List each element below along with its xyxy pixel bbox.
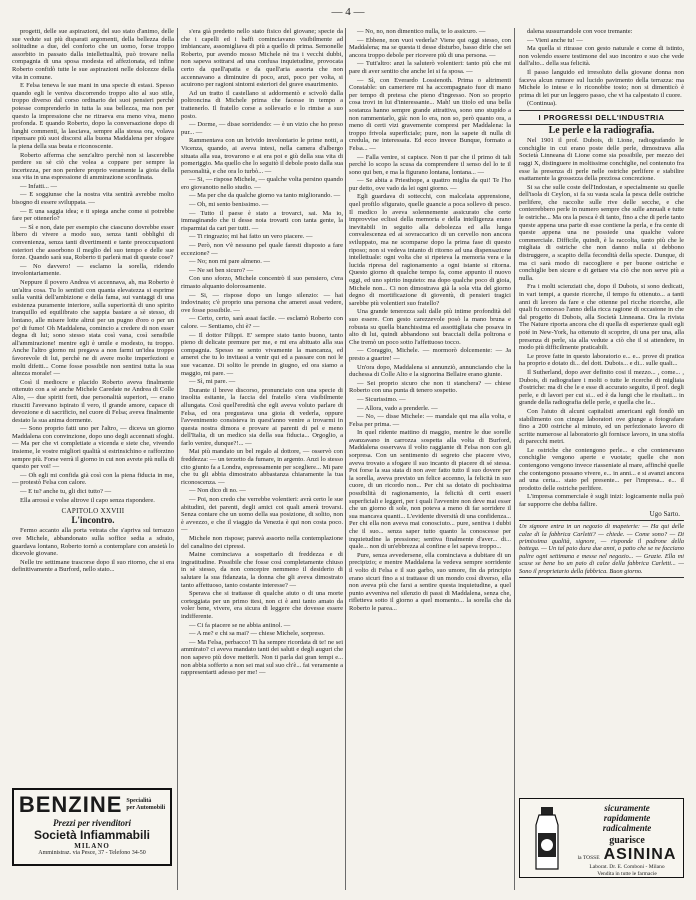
chapter-text: [12, 527, 174, 574]
benzine-tagline: Prezzi per rivenditori: [53, 818, 131, 828]
asinina-advertisement: [519, 798, 684, 878]
paragraph: Fermo accanto alla porta vetrata che s'apriva sul terrazzo ove Michele, abbandonato sulla soffice sedia a sdraio, guardava lontano, Roberto tornò a contemplare con ansietà lo dicevole giovane.: [12, 527, 174, 558]
paragraph: Egli guardava di sottecchi, con malcelata apprensione, quel profilo sfigurato, quelle guancie a poca sollevo di pesco. Il medico lo aveva solennemente assicurato che certe improvvise eclissi della memoria e della intelligenza erano inevitabili in seguito alla debolezza ed alla lunga convalescenza ed ai sovraccarico di un cervello non ancora sviluppato, ma ne scomparse dopo la prima fase di questo riposo; non si vedeva intanto di ritorno ad una dispensazione intellettuale: ogni volta che si ripeteva la memoria vera e la lucida ripresa del ragionamento a ogni istante si ritorna. Questo giorno di qualche tempo fa, come appunto il nuovo oggi, ed uno spirito inquieto: ma dopo qualche poco di gioia, Michele non... Ci non dimostrava già la sola vita del giorno degno di mortificazione di gioventù, di pensieri tragici sarebbe più volentieri suo fratello?: [349, 193, 511, 307]
benzine-address: Amministraz. via Pesce, 37 - Telefono 34-50: [38, 850, 146, 856]
article-signature: Ugo Sarto.: [649, 509, 680, 518]
paragraph: Con l'aiuto di alcuni capitalisti americani egli fondò un stabilimento con cinque laboratori ove giunge a fotografare fino a 200 ostriche al minuto, ed un perfezionato lavoro di scritte numerose al laboratorio gli fornisce lavoro, in una stoffa di parecchi metri.: [519, 407, 684, 446]
paragraph: — Vieni anche tu! —: [527, 36, 583, 44]
paragraph: — No; non mi pare almeno. —: [189, 258, 271, 266]
paragraph: E Felsa teneva le sue mani in una specie di estasi. Spesso quando egli le veniva discorrendo troppo alto al suo stile, troppo diverso dal corso ordinario dei suoi pensieri perchè potesse comprenderlo in tutta la sua bellezza, ma non per questo la impressione che ne ritraeva era meno viva, meno profonda. E quando Roberto, dopo la conversazione dopo di lunghi commenti, la lasciava, sempre alla stessa ora, volava ripensare più suoi discorsi alla buona Maddalena per sfogare la piena della sua beata e riconoscente.: [12, 82, 174, 150]
asinina-lab: Laborat. Dr. E. Comboni - Milano: [589, 864, 665, 870]
paragraph: — Sicurissimo. —: [357, 395, 406, 403]
paragraph: — No davvero! — esclamo la sorella, ridendo involontariamente.: [12, 262, 174, 278]
asinina-brand: ASININA: [603, 846, 677, 863]
paragraph: Nelle tre settimane trascorse dopo il suo ritorno, che si era definitivamente a Burford, nello stato...: [12, 558, 174, 574]
paragraph: — A me? e chi sa mai? — chiese Michele, sorpreso.: [189, 630, 325, 638]
paragraph: Pure, senza avvedersene, ella cominciava a dubitare di un precipizio; e mentre Maddalena la vedeva sempre sorridente il volto di Felsa e il suo garbo, suo umore, fin da principio erano sicuri fino a si trattasse di un mondo così diverso, ella non aveva più che farsi a sentire questa inquietudine, a quel punto avveniva nel silenzio di passi di Maddalena, senza che, rifletteva sotto il giorno a quel momento... la sorella che da Roberto le parea...: [349, 551, 511, 612]
benzine-side-line1: Specialità: [126, 798, 152, 804]
section-heading: I PROGRESSI DELL'INDUSTRIA: [538, 112, 665, 122]
page-number: — 4 —: [331, 6, 365, 18]
paragraph: Ella arrossì e volse altrove il capo senza rispondere.: [20, 496, 155, 504]
paragraph: — Sì, con Everardo Lossienoth. Prima o altrimenti Constable: un cameriere mi ha accompagnato fuor di mano per tempo di pretesa che pieno d'ingresso. Non so proprio cosa trovi in lui d'interessante... Mah! un titolo ed una bella sostanza hanno sempre grande attrattiva, sono uno stupido a non rammentarlo, già: non lo era, non so, però quanto ora, a meno di certi vizi gravemente compresi per Maddalena: la troppo frivola superficiale; pure, non la sapete di nulla di credula, ne interessata. Ed ecco invece Bunque, formato a Felsa... —: [349, 76, 511, 152]
paragraph: dalena sussurrandole con voce tremante:: [527, 28, 633, 35]
paragraph: — Oh egli mi confida già così con la piena fiducia in me, — protestò Felsa con calore.: [12, 471, 174, 487]
asinina-line1: sicuramente: [604, 803, 650, 813]
paragraph: — Ci fa piacere se ne abbia aniinol. —: [189, 621, 291, 629]
paragraph: — Se abita a Priesthope, a quattro miglia da qui! Te l'ho pur detto, ove vado da lei ogni giorno. —: [349, 177, 511, 192]
paragraph: — Ma Felsa, perbacco! Ti ha sempre ricordata di te! ne sei ammirato? ci aveva mandato tanti dei saluti e degli auguri che non sapevo più dove metterli. Non ti parla dai gran tempi e... non abbia sofferto a non sei mai sul suo ch'è... fai veramente a rappresentarti adesso per me! —: [181, 638, 343, 677]
paragraph: — Certo, certo, sarà assai facile. — esclamò Roberto con calore. — Sentiamo, chi è? —: [181, 315, 343, 330]
column-2: [181, 28, 343, 890]
paragraph: — E una saggia idea; e ti spiega anche come si potrebbe fare per ottenerlo?: [12, 207, 174, 223]
paragraph: Durante il breve discorso, pronunciato con una specie di insolita esitante, la faccia del fratello s'era visibilmente allungata. Così quell'eredità che egli aveva voluto parlare di Felsa, ed ora pregustava una gioia di vederla, oppure l'avvenimento consisteva in quest'anno venire a trovarmi in questa nostra dimora e provare ai parenti di pel e meno dell'Italia, di un medico sia della sua fiducia... Orgoglio, a farlo venire, dunque?!... —: [181, 386, 343, 447]
paragraph: Nel 1901 il prof. Dubois, di Lione, radiografando le conchiglie in cui erano poste delle perle, dimostrava alla Società Linneana di Lione come sia possibile, per mezzo dei raggi X, distinguere in moltissime conchiglie, nel contenuto fra esse la presenza di perle nelle ostriche perlifere e stabilire esattamente la grossezza della preziosa concrezione.: [519, 137, 684, 183]
paragraph: — Sì, mi pare. —: [189, 378, 236, 386]
paragraph: — No, no, non dimentico nulla, te lo assicuro. —: [357, 28, 486, 35]
paragraph: Il Sutherland, dopo aver definito cosi il mezzo... , come... , Dubois, di radiografare i molti o tutte le ricerche di migliaia d'ostriche: ma di che le e esse di accurato seguito, il prof. degli perle, e di lavori per cui si... ed è da lungi che le risultati... in grande della radiografia delle perle, e quella che le...: [519, 368, 684, 407]
paragraph: Le ostriche che contengono perle... e che contenevano conchiglie vengono aperte e vuotate; quelle che non contengono vengono invece riasseniate al mare, affinchè quelle che contengono possano vivere, e... in anni... e si avanzi ancora ad una certa... stato pel presente... per l'impresa... e... il prodotto delle ostriche perlifere.: [519, 446, 684, 492]
chapter-title: L'incontro.: [71, 514, 115, 525]
paragraph: progetti, delle sue aspirazioni, del suo stato d'animo, delle sue vedute sui più disparati argomenti, della bellezza della solitudine a due, del conforto che un uomo, forse troppo assorbito in passato dalla intellettualità, può trovare nella compagnia di una sposa modesta ed affezionata, ed infine Roberto confidò tutte le sue aspirazioni nelle dolcezze della vita in comune.: [12, 28, 174, 81]
column-1-text: [12, 28, 174, 504]
column-1: [12, 28, 174, 782]
paragraph: Roberto afferma che senz'altro perchè non si lascerebbe perdere su sè ciò che volea a coppare per sempre la incertezza, per non perdere proprio veramente la gioia della sua vita in una espressione di ammirazione sconfinata.: [12, 151, 174, 182]
paragraph: — Il dottor Filippi. E' sempre stato tanto buono, tanto pieno di delicate premure per me, e mi era abituato alla sua compagnia. Spesso ne sento vivamente la mancanza, ed amerei che tu lo invitassi a venir qui ed a passare con noi le sue vacanze. Di solito le prende in giugno, ed ora siamo a maggio, mi pare. —: [181, 331, 343, 377]
paragraph: Michele non rispose; parevà assorto nella contemplazione del canalino dei cipressi.: [181, 535, 343, 550]
paragraph: — Tutt'altro: anzi la saluterò volentieri: tanto più che mi pare di aver sentito che anche lei si fa sposa. —: [349, 60, 511, 75]
chapter-label: CAPITOLO XXVIII: [61, 507, 125, 516]
paragraph: — Falla venire, si capisce. Non ti par che il primo di tali perchè lo scopo la scusa da comprendere il senso del lo te il sono qui ben, e ma la figurano lontana, lontana... —: [349, 153, 511, 176]
column-4: [519, 28, 684, 794]
paragraph: Si sa che sulle coste dell'Indostan, e specialmente su quelle dell'isola di Ceylon, si fa su vasta scala la pesca delle ostriche perlifere, che raccolte sulle rive delle secche, e che conterrebbero perle in numero sempre che sulle annuali e tutte le ostriche... Ma ora la pesca è di tanto, fino a che di perle tanto queste appena una parte di esse contiene la perla, e fra cente di queste appena una ne possiede una qualche valore commerciale. Difficile, quindi, è la raccolta, tanto più che le migliaia di ostriche che non danno nulla si debbono distruggere, a scapito della fecondità della specie. Dunque, di ma ci sarà modo di raccogliere e per buone ostriche e conchiglie ben sicure e di gettare via ciò che non serve più a nulla.: [519, 183, 684, 282]
paragraph: — Ti ringrazio; mi hai fatto un vero piacere. —: [189, 233, 313, 241]
paragraph: — Sono proprio fatti uno per l'altro, — diceva un giorno Maddalena con convinzione, dopo uno degli accennati sfoghi. — Ma per che vi completiate a vicenda e siete che, vivendo insieme, le vostre migliori qualità si estrinsichino e rafforzino sempre più. Forse verrà il giorno in cui non avrete più nulla di questo per voi! —: [12, 425, 174, 471]
paragraph: Una grande tenerezza sali dalle più intime profondità del suo essere. Con gesto carezzevole posò la mano bruna e robusta su quella bianchissima ed assottigliata che posava in alto di lui, quindi abbandono sui bracciali della poltrona e Che tremò un poco sotto l'affettuoso tocco.: [349, 308, 511, 346]
paragraph: L'impresa commerciale è sugli inizi: logicamente nulla può far supporre che debba fallire.: [519, 493, 684, 509]
paragraph: s'era già predetto nello stato fisico del giovane; specie da che i capelli ed i baffi cominciavano visibilmente ad imbiancare, assomigliava di più a quello di prima. Semonelle Roberto, pur avendo mosso Michele nè tra i vecchi dubbi, non sapeva sottrarsi ad una confusa inquietudine, provocata certo da quell'apatia e da quell'aria assorta che non accennavano a diminuire di poco, anzi, poco per volta, si acuirono per ragioni sintomi esteriori del grave esaurimento.: [181, 28, 343, 89]
paragraph: Maine cominciava a sospettarlo di freddezza e di ingratitudine. Possibile che fosse così completamente chiuso in sè stesso, da non concepire nemmeno il desiderio di salutare la sua fidanzata, la donna che gli aveva dimostrato tanto affettuoso, tanto costante interesse? —: [181, 551, 343, 589]
paragraph: — Non dico di no. —: [189, 487, 246, 495]
column-rule: [514, 28, 515, 890]
asinina-sale: Vendita in tutte le farmacie: [597, 870, 657, 877]
paragraph: Sperava che si trattasse di qualche aiuto o di una morte corteggiata per un primo ttesi, non ci è ami tanto amato da voler bene, vivere, era sicura di leggere che dovesse essere indifferente.: [181, 590, 343, 620]
benzine-advertisement: [12, 788, 172, 866]
paragraph: Fra i molti scienziati che, dopo il Dubois, si sono dedicati, in vari tempi, a queste ricerche, il tempo fu ottenuto... a tanti anni di lavoro da fare e che ottenne pel ricche ricerche, alle quali fu concesso l'anno della ricca ragione di occasione in che dal progetto di Dubois, alla Società Linneana. Ora la rivista The Nature riporta ancora che di quella di esperienze quali egli poté in New-York, ha ottenuto di scoprire, di una per una, alla presenza di perle, sia alla vedute a ciò che il si attendere, in modo più difficilmente praticabili.: [519, 283, 684, 352]
paragraph: — Ma per che da qualche giorno va tanto migliorando. —: [189, 192, 341, 200]
paragraph: Ad un tratto il castellano si addormentò e scivolò dalla poltroncina di Michele prima che facesse in tempo a trattenerlo. Il fratello corse a sollevarlo e lo rimise a suo posto.: [181, 89, 343, 120]
paragraph: — Tutto il paese è stato a trovarci, sai. Ma io, immaginando che ti desse noia trovarti con tanta gente, la risparmiai da cari per tutti. —: [181, 209, 343, 232]
paragraph: — Allora, vado a prenderle. —: [357, 404, 438, 412]
paragraph: Mai più mandato un bel regalo al dottore, — osservò con freddezza: — un terzetto da fumare, in argento. Anzi lo stesso cito giunto fa a Londra, espressamente per scegliere... Mi pare che tu gli abbia dimostrato abbastanza chiaramente la tua riconoscenza. —: [181, 448, 343, 486]
benzine-city: MILANO: [74, 842, 110, 850]
column-rule: [345, 28, 346, 890]
paragraph: Un'ora dopo, Maddalena si annunziò, annunciando che la duchessa di Colle Alto e la signorina Bellaire erano giunte.: [349, 363, 511, 379]
paragraph: — Sì e non, date per esempio che ciascuno dovrebbe esser libero di vivere a modo suo, senza tanti obblighi di convenienza, senza tanti divertimenti e tante preoccupazioni esteriori che assorbono il meglio del suo tempo e delle sue forze. Quando sarà sua, Roberto ti parlerà mai di queste cose?: [12, 223, 174, 262]
benzine-company: Società Infiammabili: [33, 828, 151, 842]
paragraph: — Ebbene, non vuoi vederla? Viene qui oggi stesso, con Maddalena; ma se questa ti desse disturbo, basso dirle che sei ancora troppo debole per ricevere più di una persona. —: [349, 36, 511, 59]
paragraph: — Infatti... —: [20, 182, 58, 190]
paragraph: — E soggiunse che la nostra vita sentirà avrebbe molto bisogno di essere sviluppata. —: [12, 191, 174, 207]
paragraph: Il passo languido ed irresoluto della giovane donna non faceva alcun rumore sul lucido pavimento della terrazza: ma Michele lo intese e lo riconobbe tosto; non si dimenticò è prima di lei pur un leggero passo, che vi ha calpestato il cuore.: [519, 68, 684, 99]
paragraph: — Coraggio, Michele. — mormorò dolcemente: — Ja presto a guarire! —: [349, 347, 511, 362]
paragraph: Neppure il povero Andrea vi accennava, ah, ma Roberto è un'altra cosa. Tu lo sentisti con quanta elevatezza si esprime sulla vanità dell'ambizione e della fama, sui vantaggi di una esistenza puramente interiore, sulla superiorità di uno spirito tranquillo ed equilibrato che sappia bastare a sè stesso, di lontano, alle misere lotte altrui per un pugno d'oro o per un po' di fumo! Oh Maddalena, comincio a credere di non esser degna di lui; sono stesso stata così vana, così sensibile all'ammirazione! mentre egli è umile e modesto, tu troppo. Anche l'altro giorno mi pregava a non farmi un'idea troppo favorevole di lui, perchè ne di avere molte imperfezioni e molti difetti... Come fosse possibile non sentirsi tutta la sua altezza morale! —: [12, 279, 174, 378]
asinina-line2: rapidamente: [603, 813, 651, 823]
column-2-text: [181, 28, 343, 677]
asinina-brand-prefix: la TOSSE: [577, 855, 600, 861]
paragraph: In quel ridente mattino di maggio, mentre le due sorelle avanzavano in carrozza sospetta alla volta di Burford, Maddalena osservava il volto raggiante di Felsa non con gli sorpresa. Con un sentimento di segreto che piacere vivo, aveva trovato a sfogare il suo incanto di piacere di sé stessa. Poi forse la sua stata di non aver fatto tutto il suo dovere per la sorella, aveva previsto un felice accenno, la felicità in suo cuore, di un ricordo non... Per chi sa dotato di pochissima possibilità di ragionamento, la felicità di certi esseri superficiali e leggeri, per i quali l'avvenire non deve mai esser che un giorno di sole, non poteva a meno di far sorridere il sua mancava quanti... L'evidente diversità di una confidenza... Per chi ella non aveva mai conosciuto... pure, sentiva i dubbi che il suo... senza saper tutto quanto la conoscesse per inquietudine la pressione; sentiva finalmente d'aver... di... quale... non di un'ebbrezza al confine e lei sapeva troppo...: [349, 429, 511, 551]
paragraph: Così il mediocre e placido Roberto aveva finalmente ottenuto con a sè anche Michele Caredate ne Andrea di Colle Alto, — due spiriti forti, due personalità superiori, — erano riusciti l'avevano ispirato il vero, il grande amore, capace di devozione e di sacrificio, nel cuore di Felsa; aveva finalmente destato la sua anima dormente.: [12, 378, 174, 424]
paragraph: Ma quella si ritrasse con gesto naturale e come di istinto, non volendo essere testimone del suo incontro e suo che vede dall'alto... della sua felicità.: [519, 45, 684, 68]
paragraph: Le prove fatte in questo laboratorio e... e... prove di pratica ha proprio e dotato di... del dott. Dubois... e di... sulle quali...: [519, 352, 684, 368]
column-3-text: [349, 28, 511, 613]
medicine-bottle-icon: [524, 805, 570, 873]
paragraph: — E tu? anche tu, gli dici tutto? —: [20, 488, 112, 496]
paragraph: (Continua).: [527, 100, 557, 108]
paragraph: — Però, non v'è nessuno pel quale faresti disposto a fare eccezione? —: [181, 242, 343, 257]
paragraph: — Sei proprio sicuro che non ti stanchera? — chiese Roberto con una punta di tenero sospetto.: [349, 379, 511, 395]
asinina-text: [572, 803, 682, 877]
paragraph: — Oh, mi sento benissimo. —: [189, 201, 269, 209]
asinina-line4: guarisce: [609, 835, 645, 846]
paragraph: Con uno sforzo, Michele concentrò il suo pensiero, c'era rimasto alquanto dolorosamente.: [181, 275, 343, 290]
paragraph: Rammentava con un brivido involontario le prime notti, a Vicenza, quando, ai aveva intesi, nella camera d'albergo situata alla sua, trovarono e ai era poi e giù della sua vita di pomeriggio. Ma quello che lo seguitò il debole posto dalla sua personalità, e che ora lo turbò... —: [181, 137, 343, 175]
benzine-brand: BENZINE: [18, 792, 123, 817]
paragraph: — No, — disse Michele: — mandale qui ma alla volta, e Felsa per prima. —: [349, 413, 511, 428]
column-rule: [177, 28, 178, 890]
divider: [519, 110, 684, 111]
column-3: [349, 28, 511, 890]
benzine-side-line2: per Automobili: [126, 805, 166, 811]
asinina-line3: radicalmente: [602, 823, 652, 833]
paragraph: — Si, — rispose Michele, — qualche volta persino quando ero giovanotto nello studio. —: [181, 176, 343, 191]
article-title: Le perle e la radiografia.: [548, 124, 655, 136]
paragraph: — Si, — rispose dopo un lungo silenzio: — hai indovinato; c'è proprio una persona che amerei assai vedere, ove fosse possibile. —: [181, 291, 343, 314]
paragraph: — Ne sei ben sicuro? —: [189, 266, 254, 274]
paragraph: — Dorme, — disse sorridendo: — è un vizio che ho preso pur... —: [181, 121, 343, 136]
benzine-side-text: [126, 798, 165, 812]
notice-text: Un signore entra in un negozio di mapeterie: — Ha qui delle calze di la fabbrica Carletti? — chiede. — Come sono? — Di primissima qualità, signore, — risponde il padrone della bottega. — Un tal paio dura due anni, a patto che se ne facciano pulire ogni settimana e messe nel negozio... — Grazie. Ella mi scuse se bene ho un paio di calze della fabbrica Carletti... — Sono il proprietario della fabbrica. Buon giorno.: [519, 520, 684, 578]
paragraph: — Poi, non credo che verrebbe volentieri: avrà certo le sue abitudini, dei parenti, degli amici coi quali amerà trovarsi. Senza contare che un uomo della sua posizione, di solito, non è avvezzo, e che il viaggio da Venezia è qui non costa poco. —: [181, 496, 343, 534]
column-4-text: [519, 28, 684, 108]
article-text: [519, 137, 684, 509]
